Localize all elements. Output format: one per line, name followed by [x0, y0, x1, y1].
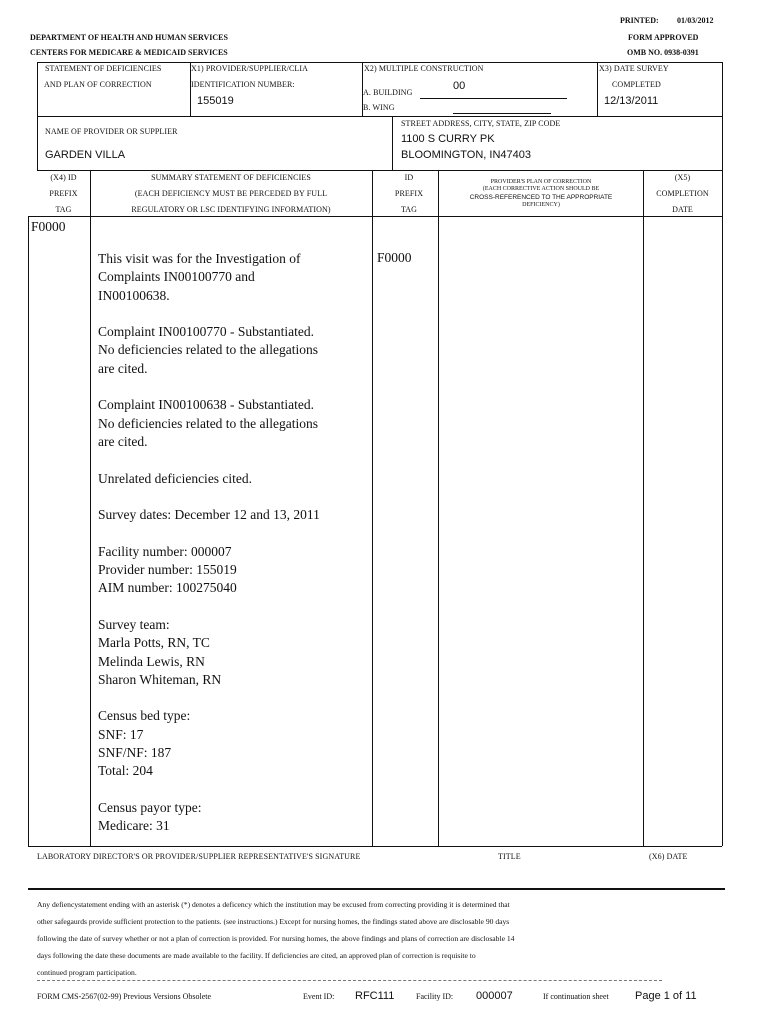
summary-line: are cited. [98, 360, 148, 376]
address-line-2: BLOOMINGTON, IN47403 [401, 149, 532, 161]
disclaimer-line: other safegaurds provide sufficient protection to the patients. (see instructions.) Except for nursing homes, the findings stated above are disclosable 90 days [37, 917, 510, 926]
summary-line: Facility number: 000007 [98, 543, 232, 559]
paragraph-survey-dates [98, 506, 370, 524]
summary-line: are cited. [98, 433, 148, 449]
paragraph-unrelated [98, 470, 370, 488]
building-value: 00 [453, 80, 466, 92]
deficiency-tag-right: F0000 [377, 250, 412, 265]
summary-line: Marla Potts, RN, TC [98, 635, 210, 651]
summary-line: SNF/NF: 187 [98, 745, 172, 761]
summary-line: No deficiencies related to the allegations [98, 342, 319, 358]
event-id-value: RFC111 [355, 990, 395, 1002]
form-number: FORM CMS-2567(02-99) Previous Versions Obsolete [37, 992, 212, 1001]
summary-line: IN00100638. [98, 287, 170, 303]
x1-label-2: IDENTIFICATION NUMBER: [191, 80, 295, 89]
summary-header-3: REGULATORY OR LSC IDENTIFYING INFORMATION) [131, 205, 331, 214]
x4-header-2: PREFIX [49, 189, 78, 198]
statement-label-2: AND PLAN OF CORRECTION [44, 80, 152, 89]
facility-id-value: 000007 [476, 990, 513, 1002]
disclaimer-line: continued program participation. [37, 968, 137, 977]
continuation-label: If continuation sheet [543, 992, 609, 1001]
x2-label: X2) MULTIPLE CONSTRUCTION [364, 64, 484, 73]
plan-header-2: (EACH CORRECTIVE ACTION SHOULD BE [482, 186, 600, 192]
plan-header-4: DEFICIENCY) [522, 202, 560, 208]
agency-line-2: CENTERS FOR MEDICARE & MEDICAID SERVICES [30, 48, 228, 57]
summary-line: AIM number: 100275040 [98, 580, 237, 596]
summary-header-2: (EACH DEFICIENCY MUST BE PERCEDED BY FULL [134, 189, 328, 198]
wing-label: B. WING [363, 103, 395, 112]
disclaimer-line: days following the date these documents are made available to the facility. If deficiencies are cited, an approved plan of correction is requisite to [37, 951, 476, 960]
paragraph-complaint-1 [98, 323, 370, 378]
paragraph-investigation [98, 250, 370, 305]
x3-label-1: X3) DATE SURVEY [599, 64, 669, 73]
summary-line: Survey team: [98, 616, 170, 632]
printed-date: 01/03/2012 [677, 16, 714, 25]
agency-line-1: DEPARTMENT OF HEALTH AND HUMAN SERVICES [30, 33, 228, 42]
summary-line: Census payor type: [98, 799, 202, 815]
page-number: Page 1 of 11 [635, 990, 697, 1002]
summary-line: Medicare: 31 [98, 818, 170, 834]
paragraph-survey-team [98, 616, 370, 689]
deficiency-tag-left: F0000 [31, 219, 66, 234]
title-label: TITLE [498, 852, 521, 861]
summary-line: Complaint IN00100638 - Substantiated. [98, 397, 314, 413]
event-id-label: Event ID: [303, 992, 335, 1001]
id-header-2: PREFIX [394, 189, 424, 198]
provider-name-value: GARDEN VILLA [45, 149, 126, 161]
summary-line: Total: 204 [98, 763, 153, 779]
x1-label-1: X1) PROVIDER/SUPPLIER/CLIA [191, 64, 309, 73]
disclaimer-line: following the date of survey whether or not a plan of correction is provided. For nursing homes, the above findings and plans of correction are disclosable 14 [37, 934, 515, 943]
summary-line: Sharon Whiteman, RN [98, 671, 222, 687]
x5-header-2: COMPLETION [656, 189, 709, 198]
summary-header-1: SUMMARY STATEMENT OF DEFICIENCIES [151, 173, 311, 182]
id-header-1: ID [404, 173, 414, 182]
disclaimer [37, 896, 717, 981]
summary-line: Complaint IN00100770 - Substantiated. [98, 324, 314, 340]
x5-header-3: DATE [672, 205, 693, 214]
summary-line: Unrelated deficiencies cited. [98, 470, 253, 486]
summary-line: Complaints IN00100770 and [98, 269, 255, 285]
survey-date-value: 12/13/2011 [604, 95, 659, 107]
provider-id-value: 155019 [197, 95, 234, 107]
paragraph-complaint-2 [98, 396, 370, 451]
paragraph-facility [98, 543, 370, 598]
summary-line: Survey dates: December 12 and 13, 2011 [98, 507, 320, 523]
paragraph-census-bed [98, 707, 370, 780]
summary-line: Melinda Lewis, RN [98, 653, 205, 669]
form-approved: FORM APPROVED [628, 33, 699, 42]
plan-header-1: PROVIDER'S PLAN OF CORRECTION [490, 179, 592, 185]
x4-header-1: (X4) ID [50, 173, 77, 182]
x3-label-2: COMPLETED [612, 80, 661, 89]
building-label: A. BUILDING [363, 88, 413, 97]
summary-line: This visit was for the Investigation of [98, 251, 301, 266]
omb-number: OMB NO. 0938-0391 [627, 48, 699, 57]
date-label: (X6) DATE [649, 852, 688, 861]
summary-line: SNF: 17 [98, 726, 144, 742]
summary-line: Provider number: 155019 [98, 562, 237, 578]
paragraph-census-payor [98, 799, 370, 836]
summary-statement [98, 250, 370, 836]
plan-header-3: CROSS-REFERENCED TO THE APPROPRIATE [469, 194, 613, 201]
disclaimer-line: Any defiencystatement ending with an asterisk (*) denotes a deficency which the institution may be excused from correcting providing it is determined that [37, 900, 510, 909]
signature-label: LABORATORY DIRECTOR'S OR PROVIDER/SUPPLIER REPRESENTATIVE'S SIGNATURE [37, 852, 361, 861]
provider-name-label: NAME OF PROVIDER OR SUPPLIER [45, 127, 178, 136]
address-line-1: 1100 S CURRY PK [401, 133, 495, 145]
printed-label: PRINTED: [620, 16, 659, 25]
address-label: STREET ADDRESS, CITY, STATE, ZIP CODE [401, 119, 561, 128]
x4-header-3: TAG [55, 205, 72, 214]
summary-line: No deficiencies related to the allegations [98, 415, 319, 431]
summary-line: Census bed type: [98, 708, 191, 724]
x5-header-1: (X5) [674, 173, 691, 182]
statement-label-1: STATEMENT OF DEFICIENCIES [45, 64, 162, 73]
id-header-3: TAG [400, 205, 418, 214]
facility-id-label: Facility ID: [416, 992, 454, 1001]
